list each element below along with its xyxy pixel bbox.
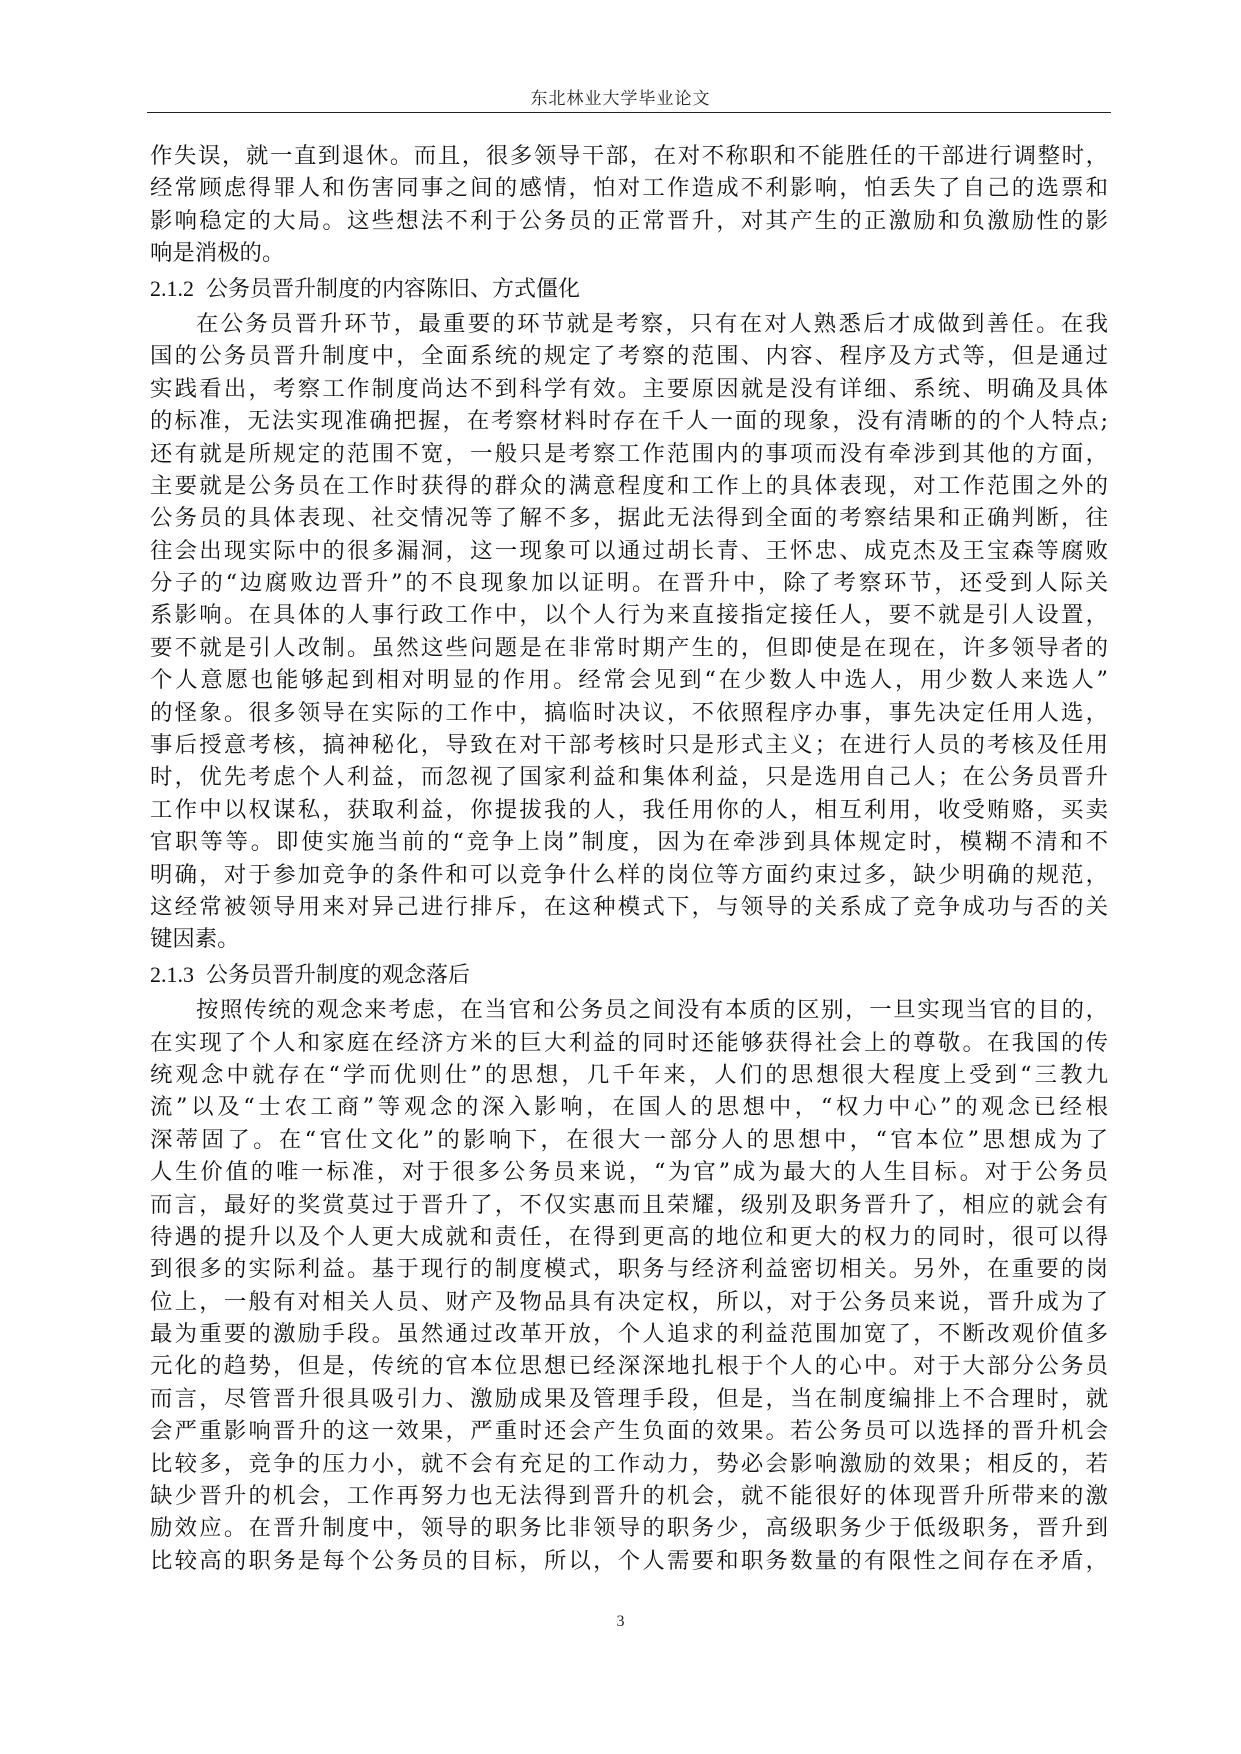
- text-line: 比较多，竞争的压力小，就不会有充足的工作动力，势必会影响激励的效果；相反的，若: [150, 1450, 1108, 1477]
- text-line: 人生价值的唯一标准，对于很多公务员来说，“为官”成为最大的人生目标。对于公务员: [150, 1159, 1108, 1186]
- page-number: 3: [616, 1613, 625, 1630]
- section-heading: [150, 273, 1108, 305]
- text-line: 这经常被领导用来对异己进行排斥，在这种模式下，与领导的关系成了竞争成功与否的关: [150, 893, 1108, 920]
- text-line: 在实现了个人和家庭在经济方米的巨大利益的同时还能够获得社会上的尊敬。在我国的传: [150, 1029, 1108, 1056]
- text-line: 作失误，就一直到退休。而且，很多领导干部，在对不称职和不能胜任的干部进行调整时，: [150, 143, 1108, 169]
- text-line: 要不就是引人改制。虽然这些问题是在非常时期产生的，但即使是在现在，许多领导者的: [150, 634, 1108, 661]
- section-number: 2.1.2: [150, 275, 194, 301]
- text-line: 影响稳定的大局。这些想法不利于公务员的正常晋升，对其产生的正激励和负激励性的影: [150, 207, 1108, 234]
- text-line: 公务员的具体表现、社交情况等了解不多，据此无法得到全面的考察结果和正确判断，往: [150, 505, 1108, 532]
- text-line: 主要就是公务员在工作时获得的群众的满意程度和工作上的具体表现，对工作范围之外的: [150, 472, 1108, 499]
- section-title: 公务员晋升制度的观念落后: [206, 962, 471, 988]
- text-line: 深蒂固了。在“官仕文化”的影响下，在很大一部分人的思想中，“官本位”思想成为了: [150, 1126, 1108, 1153]
- text-line: 比较高的职务是每个公务员的目标，所以，个人需要和职务数量的有限性之间存在矛盾，: [150, 1547, 1108, 1574]
- text-line: 工作中以权谋私，获取利益，你提拔我的人，我任用你的人，相互利用，收受贿赂，买卖: [150, 796, 1108, 823]
- text-line: 系影响。在具体的人事行政工作中，以个人行为来直接指定接任人，要不就是引人设置，: [150, 602, 1108, 629]
- text-line: 励效应。在晋升制度中，领导的职务比非领导的职务少，高级职务少于低级职务，晋升到: [150, 1515, 1108, 1542]
- section-title: 公务员晋升制度的内容陈旧、方式僵化: [206, 276, 581, 302]
- header-rule: [147, 112, 1111, 113]
- text-line: 个人意愿也能够起到相对明显的作用。经常会见到“在少数人中选人，用少数人来选人”: [150, 667, 1108, 694]
- text-line: 国的公务员晋升制度中，全面系统的规定了考察的范围、内容、程序及方式等，但是通过: [150, 343, 1108, 370]
- text-line: 而言，最好的奖赏莫过于晋升了，不仅实惠而且荣耀，级别及职务晋升了，相应的就会有: [150, 1191, 1108, 1218]
- text-line: 在公务员晋升环节，最重要的环节就是考察，只有在对人熟悉后才成做到善任。在我: [196, 310, 1108, 337]
- document-body: [150, 140, 1108, 1577]
- text-line: 最为重要的激励手段。虽然通过改革开放，个人追求的利益范围加宽了，不断改观价值多: [150, 1321, 1108, 1348]
- text-line: 会严重影响晋升的这一效果，严重时还会产生负面的效果。若公务员可以选择的晋升机会: [150, 1418, 1108, 1445]
- text-line: 元化的趋势，但是，传统的官本位思想已经深深地扎根于个人的心中。对于大部分公务员: [150, 1353, 1108, 1380]
- paragraph: [150, 308, 1108, 956]
- text-line: 分子的“边腐败边晋升”的不良现象加以证明。在晋升中，除了考察环节，还受到人际关: [150, 570, 1108, 597]
- text-line: 键因素。: [150, 926, 240, 953]
- section-heading: [150, 959, 1108, 991]
- section-number: 2.1.3: [150, 961, 194, 987]
- text-line: 的标准，无法实现准确把握，在考察材料时存在千人一面的现象，没有清晰的的个人特点;: [150, 408, 1108, 435]
- text-line: 而言，尽管晋升很具吸引力、激励成果及管理手段，但是，当在制度编排上不合理时，就: [150, 1385, 1108, 1412]
- page-header: 东北林业大学毕业论文: [530, 89, 711, 109]
- text-line: 按照传统的观念来考虑，在当官和公务员之间没有本质的区别，一旦实现当官的目的，: [196, 997, 1108, 1024]
- text-line: 待遇的提升以及个人更大成就和责任，在得到更高的地位和更大的权力的同时，很可以得: [150, 1223, 1108, 1250]
- text-line: 事后授意考核，搞神秘化，导致在对干部考核时只是形式主义；在进行人员的考核及任用: [150, 732, 1108, 759]
- text-line: 经常顾虑得罪人和伤害同事之间的感情，怕对工作造成不利影响，怕丢失了自己的选票和: [150, 175, 1108, 202]
- text-line: 往会出现实际中的很多漏洞，这一现象可以通过胡长青、王怀忠、成克杰及王宝森等腐败: [150, 537, 1108, 564]
- text-line: 还有就是所规定的范围不宽，一般只是考察工作范围内的事项而没有牵涉到其他的方面，: [150, 440, 1108, 467]
- text-line: 位上，一般有对相关人员、财产及物品具有决定权，所以，对于公务员来说，晋升成为了: [150, 1288, 1108, 1315]
- text-line: 到很多的实际利益。基于现行的制度模式，职务与经济利益密切相关。另外，在重要的岗: [150, 1256, 1108, 1283]
- paragraph: [150, 994, 1108, 1577]
- text-line: 时，优先考虑个人利益，而忽视了国家利益和集体利益，只是选用自己人；在公务员晋升: [150, 764, 1108, 791]
- text-line: 明确，对于参加竞争的条件和可以竞争什么样的岗位等方面约束过多，缺少明确的规范，: [150, 861, 1108, 888]
- text-line: 流”以及“士农工商”等观念的深入影响，在国人的思想中，“权力中心”的观念已经根: [150, 1094, 1108, 1121]
- text-line: 统观念中就存在“学而优则仕”的思想，几千年来，人们的思想很大程度上受到“三教九: [150, 1061, 1108, 1088]
- text-line: 实践看出，考察工作制度尚达不到科学有效。主要原因就是没有详细、系统、明确及具体: [150, 375, 1108, 402]
- text-line: 缺少晋升的机会，工作再努力也无法得到晋升的机会，就不能很好的体现晋升所带来的激: [150, 1483, 1108, 1510]
- paragraph: [150, 140, 1108, 270]
- text-line: 官职等等。即使实施当前的“竞争上岗”制度，因为在牵涉到具体规定时，模糊不清和不: [150, 829, 1108, 856]
- text-line: 的怪象。很多领导在实际的工作中，搞临时决议，不依照程序办事，事先决定任用人选，: [150, 699, 1108, 726]
- text-line: 响是消极的。: [150, 240, 285, 267]
